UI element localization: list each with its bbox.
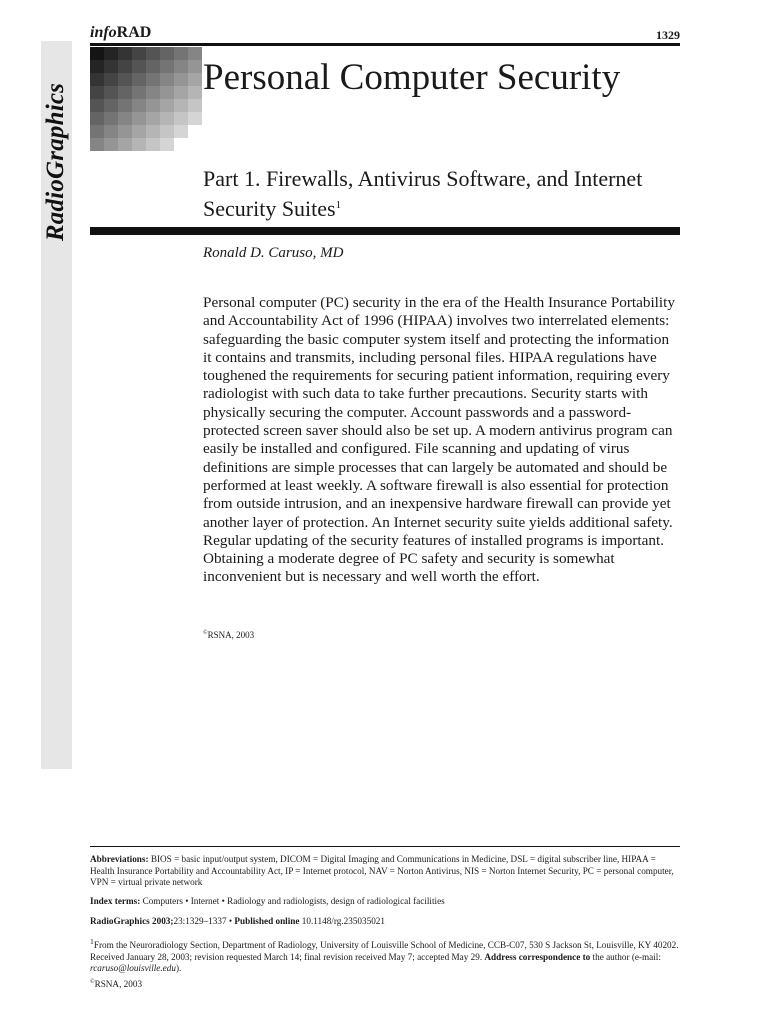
gradient-square — [188, 73, 202, 86]
journal-name: RadioGraphics — [42, 82, 69, 242]
gradient-square — [146, 99, 160, 112]
gradient-square — [118, 138, 132, 151]
affiliation-footnote — [90, 936, 680, 975]
gradient-square — [118, 99, 132, 112]
gradient-square — [132, 60, 146, 73]
gradient-square — [188, 60, 202, 73]
footer-copyright-text: RSNA, 2003 — [94, 979, 143, 990]
gradient-square — [104, 138, 118, 151]
abbreviations — [90, 854, 680, 889]
gradient-square — [90, 112, 104, 125]
citation — [90, 916, 680, 928]
citation-volume: 23:1329–1337 • — [173, 916, 233, 926]
gradient-square — [174, 112, 188, 125]
subtitle-text: Part 1. Firewalls, Antivirus Software, and Internet Security Suites — [203, 166, 643, 221]
correspondence-pre: the author (e-mail: — [592, 951, 661, 962]
gradient-square — [174, 125, 188, 138]
gradient-square — [174, 73, 188, 86]
gradient-square — [118, 86, 132, 99]
gradient-square — [90, 47, 104, 60]
gradient-square — [132, 125, 146, 138]
gradient-square — [146, 112, 160, 125]
published-online-label: Published online — [234, 916, 300, 926]
gradient-square — [132, 47, 146, 60]
header-rule — [90, 43, 680, 46]
gradient-square — [132, 73, 146, 86]
gradient-square — [90, 99, 104, 112]
gradient-square — [174, 60, 188, 73]
page-number: 1329 — [656, 28, 680, 42]
gradient-square — [90, 138, 104, 151]
index-terms-text: Computers • Internet • Radiology and radiologists, design of radiological facilities — [142, 896, 445, 906]
gradient-square — [118, 125, 132, 138]
correspondence-label: Address correspondence to — [484, 951, 591, 962]
gradient-square — [90, 60, 104, 73]
section-label — [90, 24, 151, 42]
gradient-square — [160, 47, 174, 60]
copyright-symbol: © — [203, 630, 208, 636]
gradient-square — [118, 73, 132, 86]
gradient-square — [104, 125, 118, 138]
footer-copyright — [90, 977, 680, 991]
abbreviations-label: Abbreviations: — [90, 854, 149, 864]
title-rule — [90, 227, 680, 235]
gradient-square — [160, 99, 174, 112]
citation-journal: RadioGraphics 2003; — [90, 916, 174, 926]
footer-copyright-symbol: © — [90, 979, 95, 985]
author-name: Ronald D. Caruso, MD — [203, 245, 344, 261]
gradient-square — [132, 112, 146, 125]
gradient-square — [146, 47, 160, 60]
gradient-square — [132, 99, 146, 112]
index-terms — [90, 896, 680, 908]
affiliation-text: From the Neuroradiology Section, Department of Radiology, University of Louisville School of Medicine, CCB-C07, 530 S Jackson St, Louisville, KY 40202. Received January 28, 2003; revision requested March 14; final revision received May 7; accepted May 29. — [90, 940, 679, 962]
gradient-square — [90, 125, 104, 138]
copyright-text: RSNA, 2003 — [207, 630, 255, 640]
gradient-square — [146, 73, 160, 86]
gradient-square — [132, 138, 146, 151]
gradient-square — [146, 86, 160, 99]
gradient-square — [174, 99, 188, 112]
gradient-square — [188, 99, 202, 112]
gradient-square — [160, 125, 174, 138]
gradient-square — [118, 60, 132, 73]
gradient-square — [104, 73, 118, 86]
gradient-square — [104, 47, 118, 60]
affiliation-marker: 1 — [90, 937, 94, 946]
gradient-square — [188, 112, 202, 125]
gradient-square — [160, 60, 174, 73]
gradient-square — [188, 47, 202, 60]
article-subtitle — [203, 165, 653, 222]
gradient-square — [174, 86, 188, 99]
section-label-suffix: RAD — [116, 24, 152, 41]
section-label-prefix: info — [90, 24, 117, 41]
gradient-square — [188, 86, 202, 99]
gradient-square — [104, 60, 118, 73]
correspondence-email-link[interactable]: rcaruso@louisville.edu — [90, 963, 176, 974]
correspondence-post: ). — [175, 963, 182, 974]
abbreviations-text: BIOS = basic input/output system, DICOM = Digital Imaging and Communications in Medicine, DSL = digital subscriber line, HIPAA = Health Insurance Portability and Accountability Act, IP = Internet protocol, NAV = Norton Antivirus, NIS = Norton Internet Security, PC = personal computer, VPN = virtual private network — [90, 854, 674, 888]
gradient-square — [90, 86, 104, 99]
gradient-square — [160, 86, 174, 99]
abstract-copyright — [203, 630, 254, 640]
gradient-square — [104, 112, 118, 125]
article-title: Personal Computer Security — [203, 57, 621, 98]
gradient-square — [160, 138, 174, 151]
gradient-square — [160, 73, 174, 86]
gradient-squares-decoration — [90, 47, 202, 151]
footer-rule — [90, 846, 680, 847]
gradient-square — [132, 86, 146, 99]
gradient-square — [146, 60, 160, 73]
doi-link[interactable]: 10.1148/rg.235035021 — [301, 916, 385, 926]
gradient-square — [118, 47, 132, 60]
subtitle-footnote-marker: 1 — [335, 199, 342, 211]
gradient-square — [90, 73, 104, 86]
gradient-square — [146, 125, 160, 138]
abstract: Personal computer (PC) security in the era of the Health Insurance Portability and Accountability Act of 1996 (HIPAA) involves two interrelated elements: safeguarding the basic computer system itself and protecting the information it contains and transmits, including personal files. HIPAA regulations have toughened the requirements for securing patient information, requiring every radiologist with such data to take further precautions. Security starts with physically securing the computer. Account passwords and a password-protected screen saver should also be set up. A modern antivirus program can easily be installed and configured. File scanning and updating of virus definitions are simple processes that can largely be automated and should be performed at least weekly. A software firewall is also essential for protection from outside intrusion, and an inexpensive hardware firewall can provide yet another layer of protection. An Internet security suite yields additional safety. Regular updating of the security features of installed programs is important. Obtaining a moderate degree of PC safety and security is somewhat inconvenient but is necessary and well worth the effort. — [203, 294, 675, 586]
gradient-square — [146, 138, 160, 151]
gradient-square — [118, 112, 132, 125]
gradient-square — [104, 86, 118, 99]
gradient-square — [160, 112, 174, 125]
index-terms-label: Index terms: — [90, 896, 141, 906]
gradient-square — [174, 47, 188, 60]
gradient-square — [104, 99, 118, 112]
